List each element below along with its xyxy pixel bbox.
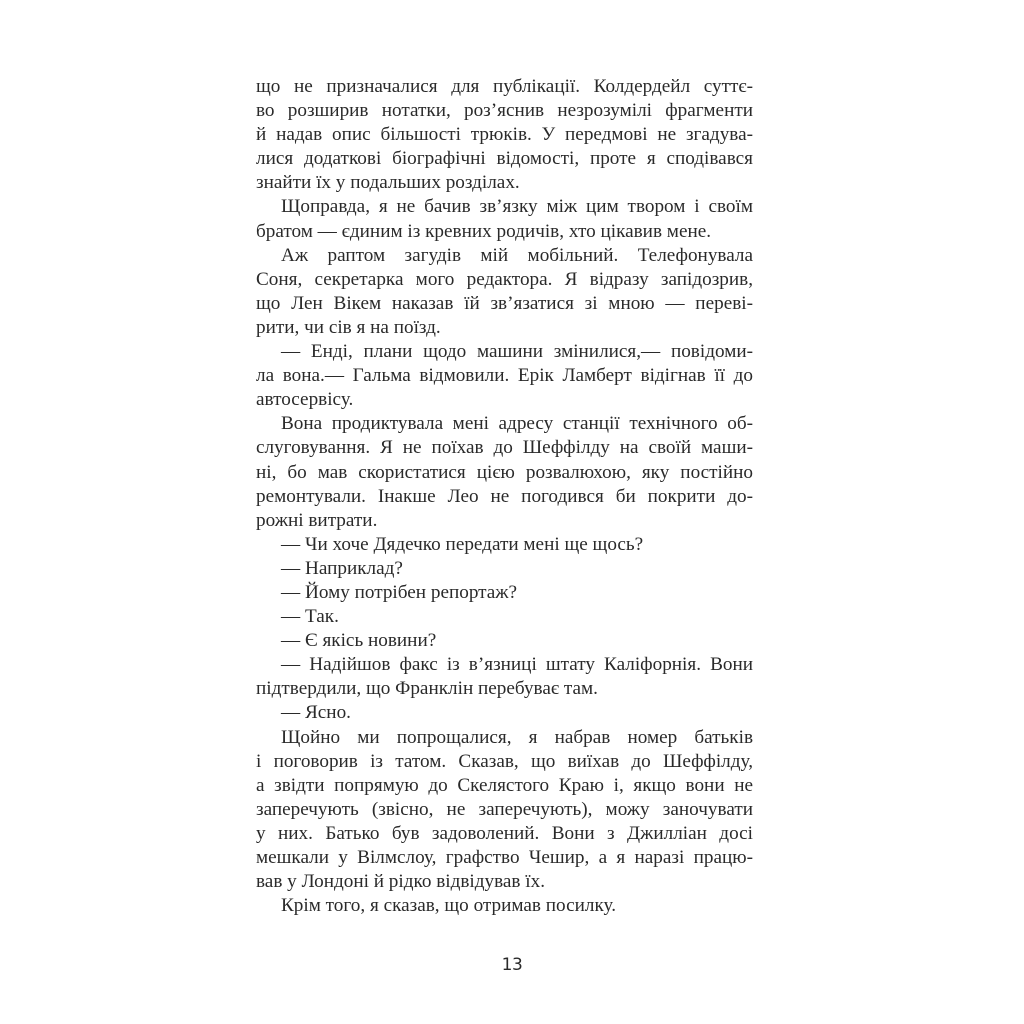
text-line: й надав опис більшості трюків. У передмові не згадува- <box>256 124 753 146</box>
text-line: автосервісу. <box>256 389 354 411</box>
text-line: — Йому потрібен репортаж? <box>281 581 518 603</box>
text-line: Щоправда, я не бачив зв’язку між цим твором і своїм <box>281 196 753 218</box>
text-line: вав у Лондоні й рідко відвідував їх. <box>256 871 546 893</box>
text-line: а звідти попрямую до Скелястого Краю і, якщо вони не <box>256 774 753 796</box>
body-text <box>256 75 753 918</box>
text-line: ремонтували. Інакше Лео не погодився би покрити до- <box>256 485 753 507</box>
text-line: — Надійшов факс із в’язниці штату Каліфорнія. Вони <box>281 654 753 676</box>
page-number: 13 <box>501 955 523 975</box>
text-line: — Так. <box>281 606 339 628</box>
text-line: — Чи хоче Дядечко передати мені ще щось? <box>281 533 644 555</box>
text-line: Щойно ми попрощалися, я набрав номер батьків <box>281 726 753 748</box>
text-line: що не призначалися для публікації. Колдердейл суттє- <box>256 76 753 97</box>
text-line: Аж раптом загудів мій мобільний. Телефонувала <box>281 244 753 266</box>
text-line: рити, чи сів я на поїзд. <box>256 316 441 338</box>
text-line: во розширив нотатки, роз’яснив незрозумілі фрагменти <box>256 100 753 122</box>
text-line: мешкали у Вілмслоу, графство Чешир, а я наразі працю- <box>256 847 753 868</box>
text-line: підтвердили, що Франклін перебуває там. <box>256 678 598 700</box>
text-line: знайти їх у подальших розділах. <box>256 172 520 194</box>
text-line: Соня, секретарка мого редактора. Я відразу запідозрив, <box>256 268 753 290</box>
text-line: що Лен Вікем наказав їй зв’язатися зі мною — переві- <box>256 292 753 314</box>
text-line: Крім того, я сказав, що отримав посилку. <box>281 895 616 917</box>
text-line: і поговорив із татом. Сказав, що виїхав до Шеффілду, <box>256 750 753 772</box>
text-line: — Енді, плани щодо машини змінилися,— повідоми- <box>281 341 753 363</box>
text-line: — Є якісь новини? <box>281 630 437 652</box>
text-line: рожні витрати. <box>256 509 378 531</box>
text-line: у них. Батько був задоволений. Вони з Джилліан досі <box>256 822 753 844</box>
text-line: ла вона.— Гальма відмовили. Ерік Ламберт відігнав її до <box>256 365 753 387</box>
text-line: Вона продиктувала мені адресу станції технічного об- <box>281 413 753 435</box>
text-line: — Наприклад? <box>281 557 403 579</box>
text-line: — Ясно. <box>281 702 351 724</box>
text-line: ні, бо мав скористатися цією розвалюхою, яку постійно <box>256 461 753 483</box>
text-line: братом — єдиним із кревних родичів, хто цікавив мене. <box>256 220 712 242</box>
text-line: слуговування. Я не поїхав до Шеффілду на своїй маши- <box>256 437 753 459</box>
text-line: лися додаткові біографічні відомості, проте я сподівався <box>256 148 753 170</box>
text-line: заперечують (звісно, не заперечують), можу заночувати <box>256 798 753 820</box>
